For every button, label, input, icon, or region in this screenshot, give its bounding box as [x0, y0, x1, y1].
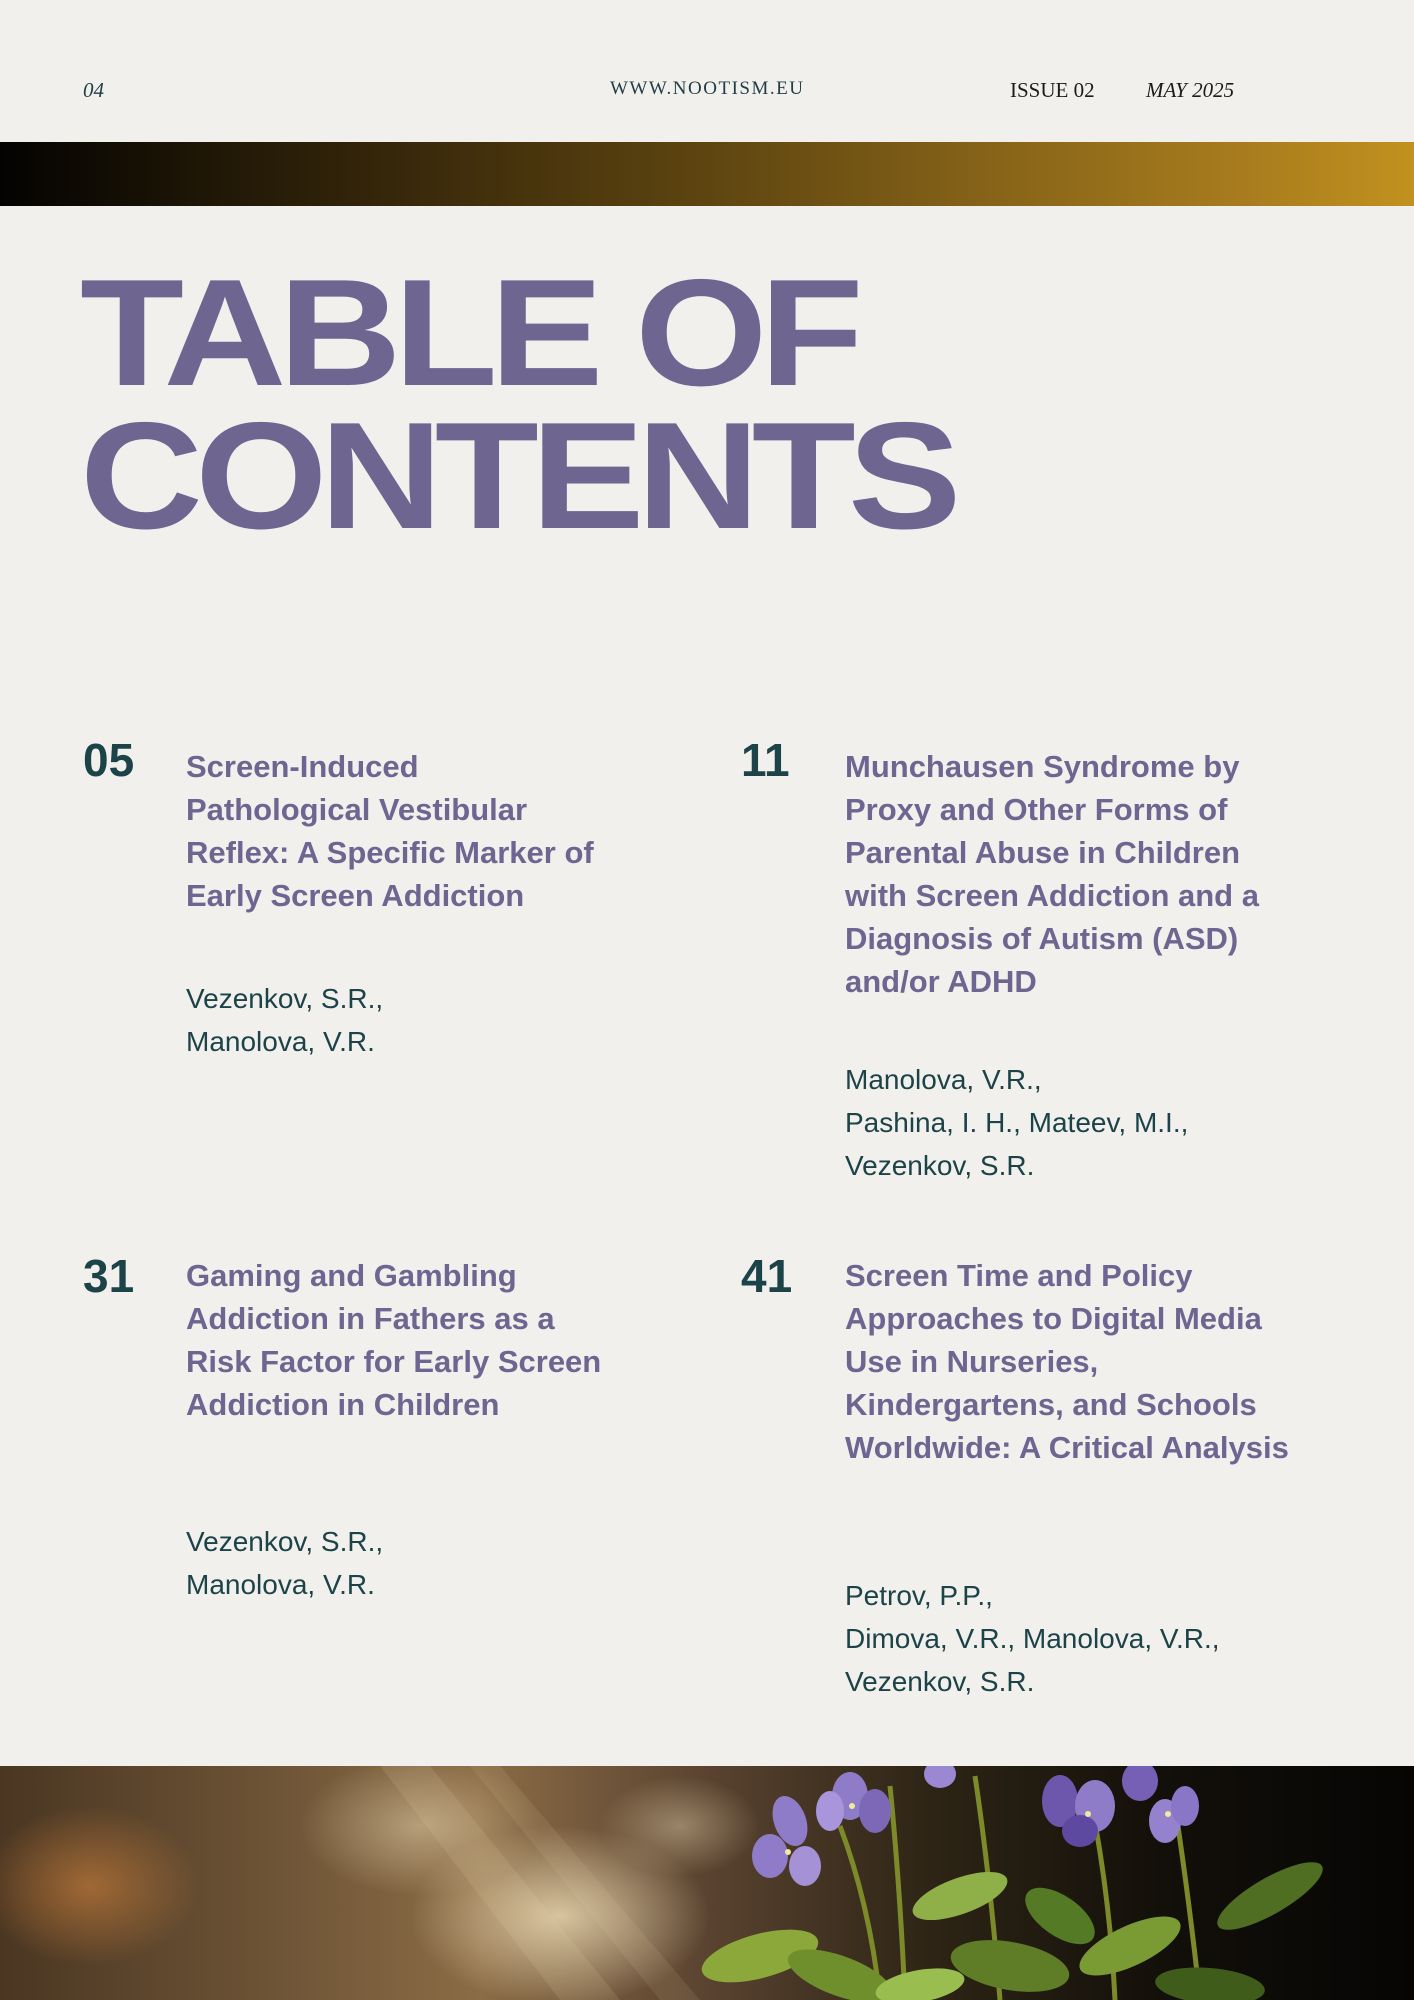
toc-entry-title[interactable]: Munchausen Syndrome by Proxy and Other Forms of Parental Abuse in Children with Screen Addiction and a Diagnosis of Autism (ASD) and/or ADHD — [845, 749, 1259, 999]
toc-entry-authors — [845, 1058, 1188, 1187]
page-title-line-2: CONTENTS — [80, 391, 954, 561]
author-line: Manolova, V.R., — [845, 1064, 1042, 1095]
page-title-line-1: TABLE OF — [80, 248, 856, 418]
toc-entry-page-number: 11 — [741, 734, 790, 786]
issue-label: ISSUE 02 — [1010, 78, 1095, 102]
author-line: Pashina, I. H., Mateev, M.I., — [845, 1107, 1189, 1138]
page-title — [80, 248, 954, 561]
author-line: Petrov, P.P., — [845, 1580, 993, 1611]
toc-entry-page-number: 31 — [83, 1250, 135, 1302]
author-line: Vezenkov, S.R. — [845, 1666, 1035, 1697]
toc-entry-page-number: 05 — [83, 734, 135, 786]
toc-entry-title[interactable]: Gaming and Gambling Addiction in Fathers as a Risk Factor for Early Screen Addiction in Children — [186, 1258, 602, 1422]
gold-gradient-band — [0, 142, 1414, 206]
toc-entry-title[interactable]: Screen-Induced Pathological Vestibular Reflex: A Specific Marker of Early Screen Addiction — [186, 749, 594, 913]
violets-photo — [0, 1766, 1414, 2000]
author-line: Manolova, V.R. — [186, 1026, 375, 1057]
toc-entry-page-number: 41 — [741, 1250, 793, 1302]
toc-entry-authors — [845, 1574, 1220, 1703]
author-line: Vezenkov, S.R. — [845, 1150, 1035, 1181]
author-line: Dimova, V.R., Manolova, V.R., — [845, 1623, 1220, 1654]
author-line: Manolova, V.R. — [186, 1569, 375, 1600]
violets-illustration — [0, 1766, 1414, 2000]
author-line: Vezenkov, S.R., — [186, 1526, 384, 1557]
toc-entry-authors — [186, 1520, 383, 1606]
toc-entry-authors — [186, 977, 383, 1063]
page-number: 04 — [83, 78, 104, 102]
website-link[interactable]: WWW.NOOTISM.EU — [610, 78, 805, 99]
author-line: Vezenkov, S.R., — [186, 983, 384, 1014]
issue-date: MAY 2025 — [1146, 78, 1235, 102]
toc-entry-title[interactable]: Screen Time and Policy Approaches to Digital Media Use in Nurseries, Kindergartens, and Schools Worldwide: A Critical Analysis — [845, 1258, 1289, 1465]
